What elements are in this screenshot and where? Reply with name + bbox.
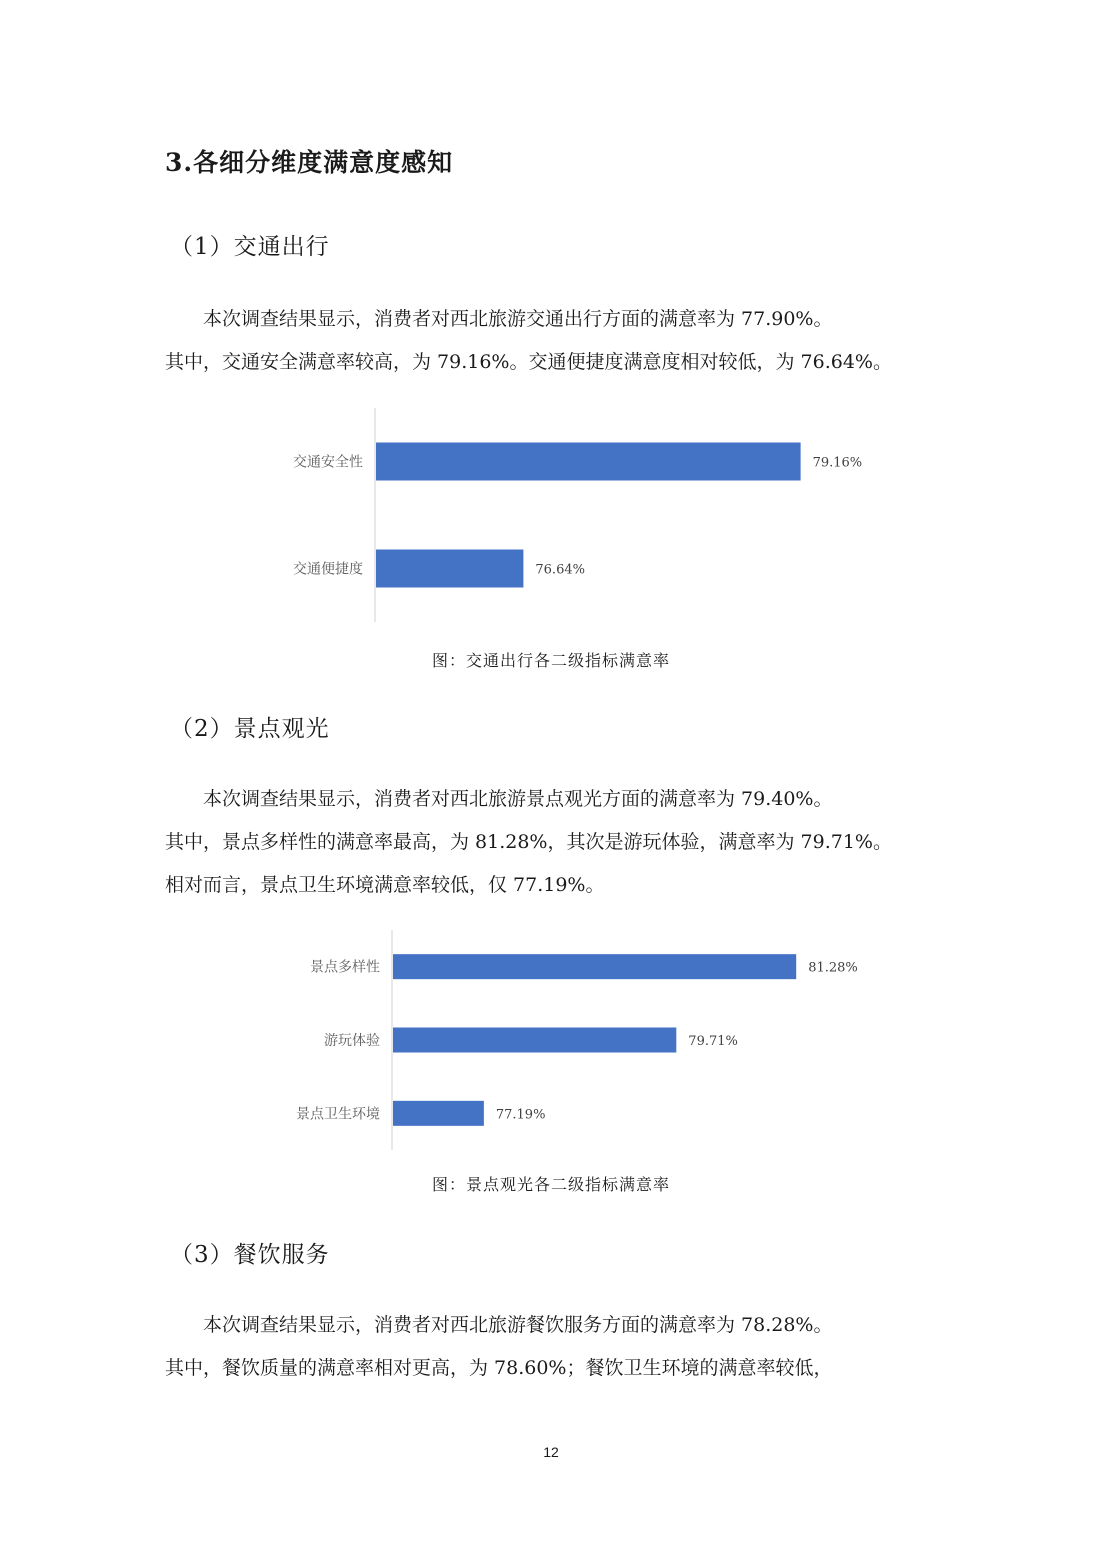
chart-traffic-data-label: 79.16% — [812, 455, 863, 471]
paragraph-traffic — [165, 298, 947, 384]
chart-scenic-data-label: 79.71% — [688, 1034, 738, 1049]
subsection-heading-dining: （3）餐饮服务 — [170, 1242, 330, 1268]
section-title: 3.各细分维度满意度感知 — [165, 148, 454, 177]
paragraph-line: 其中，交通安全满意率较高，为 79.16%。交通便捷度满意度相对较低，为 76.64%。 — [165, 351, 892, 373]
subsection-heading-traffic: （1）交通出行 — [170, 234, 330, 260]
paragraph-line: 本次调查结果显示，消费者对西北旅游景点观光方面的满意率为 79.40%。 — [165, 788, 833, 810]
paragraph-line: 其中，景点多样性的满意率最高，为 81.28%，其次是游玩体验，满意率为 79.71%。 — [165, 831, 892, 853]
chart-traffic-svg — [265, 400, 863, 640]
chart-traffic-category-label: 交通安全性 — [293, 454, 363, 471]
subsection-heading-scenic: （2）景点观光 — [170, 716, 330, 742]
paragraph-line: 相对而言，景点卫生环境满意率较低，仅 77.19%。 — [165, 874, 605, 896]
chart-scenic-bar — [393, 954, 796, 979]
chart-scenic-bar — [393, 1101, 484, 1126]
paragraph-line: 其中，餐饮质量的满意率相对更高，为 78.60%；餐饮卫生环境的满意率较低， — [165, 1357, 833, 1379]
paragraph-scenic — [165, 778, 947, 907]
chart-scenic-category-label: 游玩体验 — [324, 1033, 380, 1049]
chart-traffic-data-label: 76.64% — [535, 562, 585, 578]
page-number: 12 — [543, 1444, 559, 1460]
chart-scenic — [265, 925, 858, 1165]
paragraph-line: 本次调查结果显示，消费者对西北旅游餐饮服务方面的满意率为 78.28%。 — [165, 1314, 833, 1336]
chart-scenic-category-label: 景点卫生环境 — [296, 1106, 380, 1123]
chart-traffic-bar — [376, 550, 523, 588]
chart-scenic-data-label: 77.19% — [495, 1107, 546, 1123]
chart-scenic-category-label: 景点多样性 — [310, 959, 380, 976]
chart-scenic-data-label: 81.28% — [808, 960, 858, 976]
paragraph-line: 本次调查结果显示，消费者对西北旅游交通出行方面的满意率为 77.90%。 — [165, 308, 833, 330]
chart-caption-scenic: 图：景点观光各二级指标满意率 — [431, 1175, 670, 1194]
chart-traffic-category-label: 交通便捷度 — [293, 561, 363, 578]
chart-caption-traffic: 图：交通出行各二级指标满意率 — [431, 651, 670, 670]
chart-traffic — [265, 400, 863, 640]
chart-scenic-bar — [393, 1028, 676, 1053]
paragraph-dining — [165, 1304, 947, 1390]
chart-scenic-svg — [265, 925, 858, 1165]
chart-traffic-bar — [376, 443, 801, 481]
